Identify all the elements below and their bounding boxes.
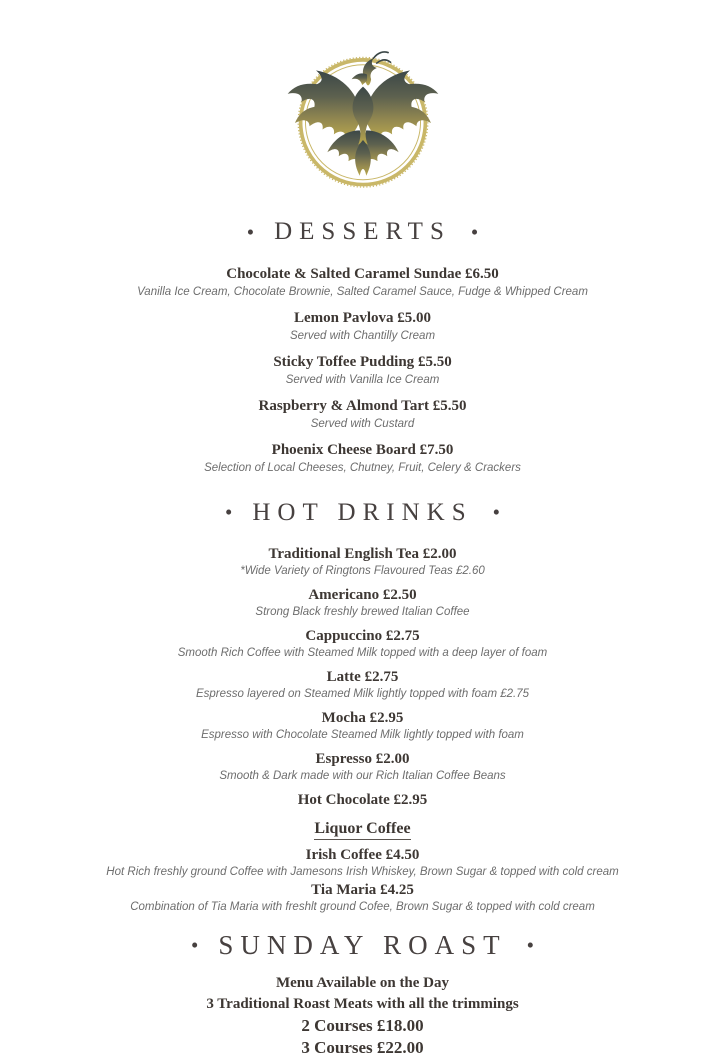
item-description: Selection of Local Cheeses, Chutney, Fruit, Celery & Crackers — [204, 461, 521, 474]
section-heading-hot-drinks — [13, 497, 713, 530]
menu-item-mocha — [13, 709, 713, 743]
menu-item-latte — [13, 668, 713, 702]
item-description: Hot Rich freshly ground Coffee with Jamesons Irish Whiskey, Brown Sugar & topped with cold cream — [106, 866, 619, 878]
bullet-icon: • — [526, 932, 534, 957]
bullet-icon: • — [246, 219, 255, 244]
item-price: £5.00 — [397, 309, 432, 326]
menu-item-english-tea — [13, 545, 713, 579]
item-name: Latte — [326, 669, 361, 685]
item-name: Hot Chocolate — [297, 792, 390, 808]
item-price: £2.00 — [422, 546, 457, 562]
subsection-title: Liquor Coffee — [314, 819, 410, 840]
item-title — [13, 846, 713, 865]
item-description: Vanilla Ice Cream, Chocolate Brownie, Salted Caramel Sauce, Fudge & Whipped Cream — [137, 285, 588, 298]
item-description: Espresso with Chocolate Steamed Milk lightly topped with foam — [201, 729, 524, 741]
phoenix-logo-image — [282, 46, 444, 192]
item-title — [13, 791, 713, 810]
item-name: Traditional English Tea — [268, 546, 420, 562]
item-title — [13, 627, 713, 646]
item-description: Smooth & Dark made with our Rich Italian Coffee Beans — [219, 770, 506, 782]
menu-item-lemon-pavlova — [13, 309, 713, 344]
item-name: Phoenix Cheese Board — [271, 441, 416, 458]
item-title — [13, 309, 713, 328]
item-title — [13, 750, 713, 769]
item-name: Cappuccino — [305, 628, 383, 644]
bullet-icon: • — [492, 500, 500, 525]
item-price: £2.75 — [385, 628, 420, 644]
section-title: DESSERTS — [274, 218, 451, 245]
item-title — [13, 709, 713, 728]
item-price: £2.95 — [393, 792, 428, 808]
item-title — [13, 545, 713, 564]
item-description: *Wide Variety of Ringtons Flavoured Teas £2.60 — [240, 565, 485, 577]
menu-item-sticky-toffee — [13, 353, 713, 388]
item-description: Combination of Tia Maria with freshlt ground Cofee, Brown Sugar & topped with cold cream — [130, 901, 595, 913]
section-title: HOT DRINKS — [252, 498, 473, 526]
item-description: Espresso layered on Steamed Milk lightly topped with foam £2.75 — [195, 688, 530, 700]
section-heading-sunday-roast — [13, 928, 713, 963]
roast-three-courses-price: 3 Courses £22.00 — [301, 1038, 424, 1058]
menu-item-raspberry-tart — [13, 397, 713, 432]
item-title — [13, 397, 713, 416]
phoenix-logo — [282, 46, 444, 192]
item-name: Espresso — [315, 751, 372, 767]
item-price: £6.50 — [465, 265, 499, 282]
item-price: £2.50 — [382, 587, 417, 603]
item-name: Chocolate & Salted Caramel Sundae — [226, 265, 462, 282]
menu-item-irish-coffee — [13, 846, 713, 879]
item-title — [13, 881, 713, 900]
roast-availability-note: Menu Available on the Day — [275, 975, 450, 992]
subsection-heading — [13, 817, 713, 840]
item-title — [13, 668, 713, 687]
item-price: £2.95 — [369, 710, 404, 726]
item-price: £2.00 — [375, 751, 410, 767]
item-description: Served with Custard — [310, 417, 415, 430]
menu-item-cheese-board — [13, 441, 713, 476]
item-name: Lemon Pavlova — [293, 309, 394, 326]
menu-item-tia-maria — [13, 881, 713, 914]
item-title — [13, 265, 713, 284]
item-name: Americano — [308, 587, 380, 603]
subsection-liquor-coffee — [13, 817, 713, 914]
item-price: £5.50 — [417, 353, 452, 370]
menu-item-hot-chocolate — [13, 791, 713, 810]
item-description: Smooth Rich Coffee with Steamed Milk topped with a deep layer of foam — [177, 647, 548, 659]
item-name: Irish Coffee — [305, 847, 382, 863]
item-name: Mocha — [321, 710, 366, 726]
bullet-icon: • — [190, 932, 199, 957]
menu-item-chocolate-sundae — [13, 265, 713, 300]
item-description: Strong Black freshly brewed Italian Coffee — [255, 606, 470, 618]
menu-item-americano — [13, 586, 713, 620]
bullet-icon: • — [225, 500, 233, 525]
item-title — [13, 586, 713, 605]
item-price: £2.75 — [364, 669, 399, 685]
item-name: Tia Maria — [311, 882, 377, 898]
item-price: £5.50 — [432, 397, 467, 414]
item-title — [13, 353, 713, 372]
section-title: SUNDAY ROAST — [218, 930, 507, 960]
item-price: £4.50 — [385, 847, 420, 863]
menu-item-cappuccino — [13, 627, 713, 661]
menu-item-espresso — [13, 750, 713, 784]
item-price: £4.25 — [380, 882, 414, 898]
roast-two-courses-price: 2 Courses £18.00 — [301, 1016, 424, 1036]
bullet-icon: • — [470, 219, 479, 244]
section-hot-drinks — [13, 497, 713, 915]
item-name: Raspberry & Almond Tart — [258, 397, 429, 414]
item-title — [13, 441, 713, 460]
section-desserts — [13, 216, 713, 476]
section-heading-desserts — [13, 216, 713, 249]
roast-meats-note: 3 Traditional Roast Meats with all the trimmings — [206, 996, 519, 1013]
item-name: Sticky Toffee Pudding — [273, 353, 415, 370]
item-description: Served with Vanilla Ice Cream — [285, 373, 440, 386]
section-sunday-roast — [13, 928, 713, 1059]
item-description: Served with Chantilly Cream — [289, 329, 436, 342]
item-price: £7.50 — [419, 441, 454, 458]
